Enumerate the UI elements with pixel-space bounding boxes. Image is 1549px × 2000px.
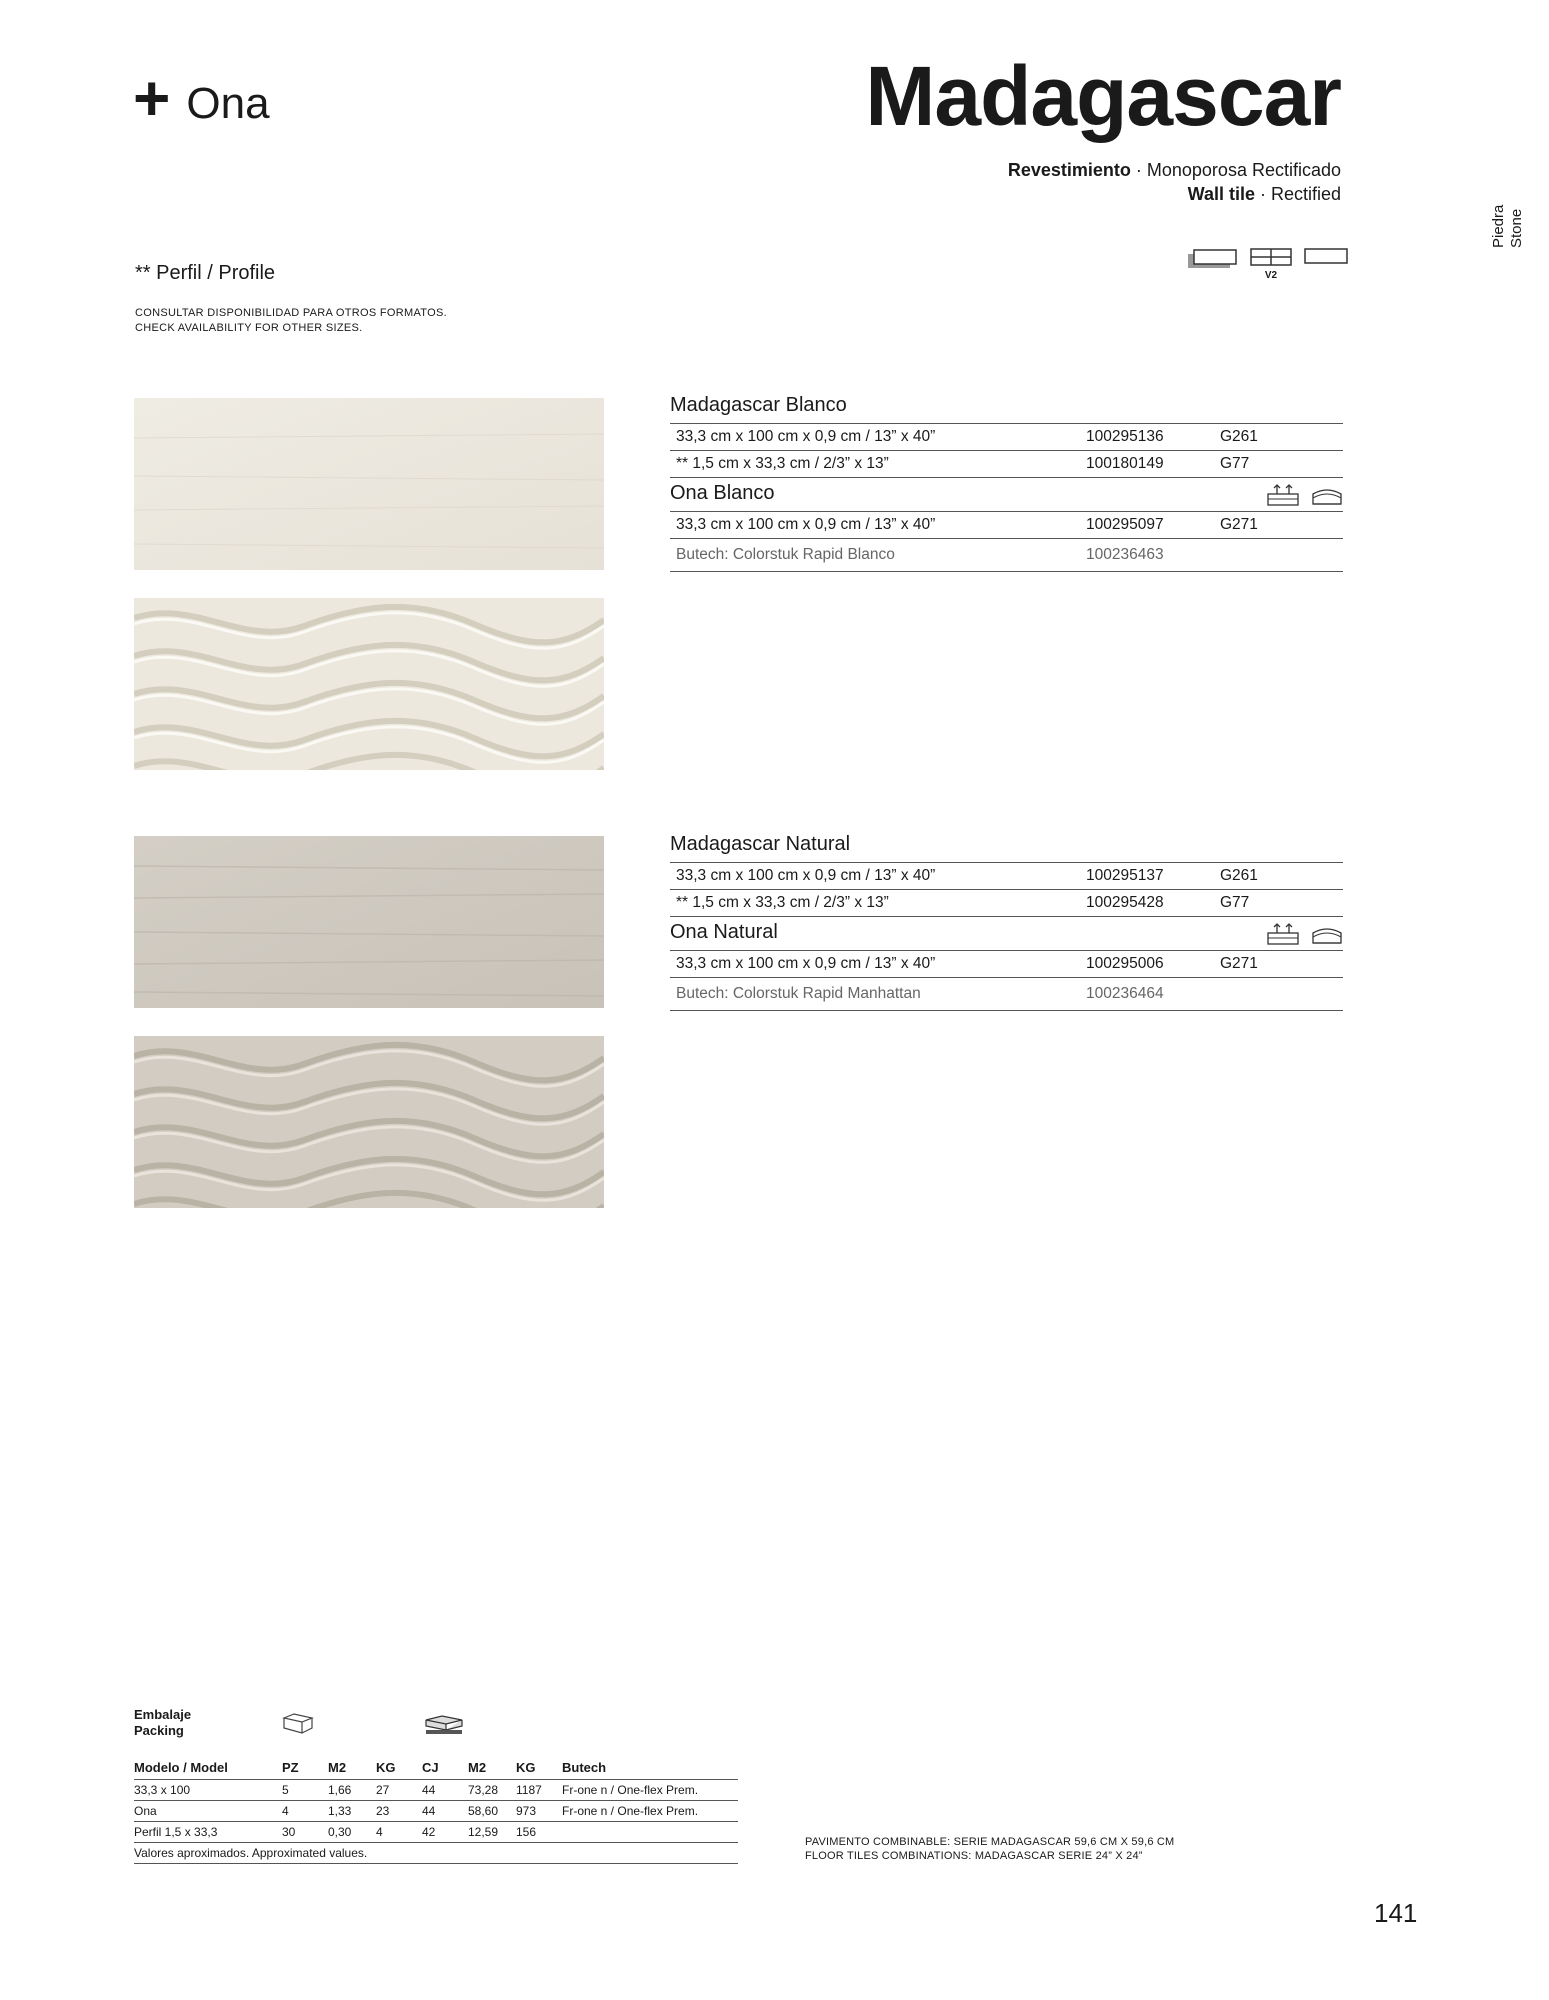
product-name: Ona Natural <box>670 921 778 943</box>
table-cell: 1187 <box>516 1783 542 1797</box>
spec-madagascar-blanco <box>670 394 1343 572</box>
table-row <box>134 1822 738 1843</box>
butech-row <box>670 539 1343 572</box>
product-name: Ona Blanco <box>670 482 775 504</box>
group-cell: G271 <box>1220 516 1258 533</box>
floor-combination-note <box>805 1835 1174 1863</box>
group-cell: G261 <box>1220 428 1258 445</box>
category-side-tab <box>1490 190 1530 250</box>
subtitle-detail-es: · Monoporosa Rectificado <box>1130 160 1341 180</box>
size-cell: 33,3 cm x 100 cm x 0,9 cm / 13” x 40” <box>676 955 936 972</box>
table-cell: 156 <box>516 1825 537 1839</box>
curved-surface-icon <box>1311 484 1343 506</box>
table-footnote <box>134 1843 738 1864</box>
butech-label: Butech: Colorstuk Rapid Blanco <box>676 546 895 563</box>
group-cell: G261 <box>1220 867 1258 884</box>
pallet-icon <box>422 1712 466 1736</box>
table-cell: 23 <box>376 1804 390 1818</box>
usage-icons <box>1267 923 1343 945</box>
table-row <box>670 424 1343 451</box>
table-cell: 1,66 <box>328 1783 352 1797</box>
subtitle-type-en: Wall tile <box>1187 184 1255 204</box>
group-cell: G77 <box>1220 894 1250 911</box>
subtitle-type-es: Revestimiento <box>1007 160 1131 180</box>
series-name: Ona <box>186 79 270 128</box>
column-header: PZ <box>282 1759 299 1775</box>
table-row <box>670 512 1343 539</box>
butech-label: Butech: Colorstuk Rapid Manhattan <box>676 985 921 1002</box>
curved-surface-icon <box>1311 923 1343 945</box>
table-cell: 1,33 <box>328 1804 352 1818</box>
size-cell: 33,3 cm x 100 cm x 0,9 cm / 13” x 40” <box>676 867 936 884</box>
plus-icon: + <box>133 62 171 134</box>
column-header: KG <box>516 1759 536 1775</box>
group-cell: G77 <box>1220 455 1250 472</box>
table-cell: 973 <box>516 1804 537 1818</box>
table-cell: 4 <box>282 1804 289 1818</box>
table-cell: 4 <box>376 1825 383 1839</box>
table-cell: Fr-one n / One-flex Prem. <box>562 1804 699 1818</box>
table-cell: 44 <box>422 1783 436 1797</box>
madagascar-blanco-image <box>134 398 604 570</box>
subtitle-detail-en: · Rectified <box>1254 184 1341 204</box>
column-header: M2 <box>468 1759 487 1775</box>
table-row <box>670 890 1343 917</box>
table-row <box>670 863 1343 890</box>
group-cell: G271 <box>1220 955 1258 972</box>
size-cell: ** 1,5 cm x 33,3 cm / 2/3” x 13” <box>676 455 889 472</box>
column-header: CJ <box>422 1759 439 1775</box>
code-cell: 100295006 <box>1086 955 1164 972</box>
table-row <box>134 1780 738 1801</box>
combination-en: FLOOR TILES COMBINATIONS: MADAGASCAR SERIE 24” X 24” <box>805 1850 1143 1862</box>
profile-note: ** Perfil / Profile <box>135 262 276 284</box>
table-cell: 33,3 x 100 <box>134 1783 191 1797</box>
page-title: Madagascar <box>865 49 1341 143</box>
table-row <box>670 451 1343 478</box>
table-row <box>134 1801 738 1822</box>
wall-tile-format-icon <box>1304 248 1348 266</box>
format-icons <box>1186 248 1348 281</box>
table-cell: Perfil 1,5 x 33,3 <box>134 1825 218 1839</box>
product-subtitle <box>1008 158 1341 206</box>
table-cell: 42 <box>422 1825 436 1839</box>
category-label-es: Piedra <box>1490 204 1507 248</box>
v2-icon-wrap <box>1250 248 1292 281</box>
product-header <box>670 482 1343 512</box>
column-header: KG <box>376 1759 396 1775</box>
table-cell: Fr-one n / One-flex Prem. <box>562 1783 699 1797</box>
v2-shade-icon <box>1250 248 1292 266</box>
packing-title <box>134 1707 191 1739</box>
butech-code: 100236464 <box>1086 985 1164 1002</box>
product-name: Madagascar Blanco <box>670 394 1343 424</box>
v2-label: V2 <box>1264 270 1278 281</box>
table-cell: 58,60 <box>468 1804 499 1818</box>
packing-table <box>134 1755 738 1864</box>
column-header: M2 <box>328 1759 347 1775</box>
page-number: 141 <box>1374 1898 1418 1928</box>
table-row <box>670 951 1343 978</box>
table-cell: 73,28 <box>468 1783 499 1797</box>
availability-en: CHECK AVAILABILITY FOR OTHER SIZES. <box>135 322 363 334</box>
size-cell: ** 1,5 cm x 33,3 cm / 2/3” x 13” <box>676 894 889 911</box>
code-cell: 100295428 <box>1086 894 1164 911</box>
product-name: Madagascar Natural <box>670 833 1343 863</box>
product-header <box>670 921 1343 951</box>
combination-es: PAVIMENTO COMBINABLE: SERIE MADAGASCAR 59,6 CM X 59,6 CM <box>805 1836 1175 1848</box>
table-cell: 44 <box>422 1804 436 1818</box>
table-cell: 27 <box>376 1783 390 1797</box>
availability-es: CONSULTAR DISPONIBILIDAD PARA OTROS FORMATOS. <box>135 307 447 319</box>
butech-code: 100236463 <box>1086 546 1164 563</box>
category-label-en: Stone <box>1508 208 1525 248</box>
ona-natural-image <box>134 1036 604 1208</box>
butech-row <box>670 978 1343 1011</box>
column-header: Butech <box>562 1759 607 1775</box>
size-cell: 33,3 cm x 100 cm x 0,9 cm / 13” x 40” <box>676 516 936 533</box>
approx-values-note: Valores aproximados. Approximated values. <box>134 1846 368 1860</box>
table-cell: Ona <box>134 1804 157 1818</box>
rectified-tile-icon <box>1186 248 1238 272</box>
code-cell: 100295137 <box>1086 867 1164 884</box>
code-cell: 100295097 <box>1086 516 1164 533</box>
wall-install-icon <box>1267 484 1299 506</box>
table-cell: 30 <box>282 1825 296 1839</box>
series-brand <box>133 62 270 134</box>
wall-install-icon <box>1267 923 1299 945</box>
code-cell: 100295136 <box>1086 428 1164 445</box>
packing-title-en: Packing <box>134 1723 184 1738</box>
code-cell: 100180149 <box>1086 455 1164 472</box>
spec-madagascar-natural <box>670 833 1343 1011</box>
size-cell: 33,3 cm x 100 cm x 0,9 cm / 13” x 40” <box>676 428 936 445</box>
table-header-row <box>134 1755 738 1780</box>
madagascar-natural-image <box>134 836 604 1008</box>
usage-icons <box>1267 484 1343 506</box>
ona-blanco-image <box>134 598 604 770</box>
availability-note <box>135 306 447 336</box>
table-cell: 12,59 <box>468 1825 499 1839</box>
box-icon <box>282 1712 314 1734</box>
packing-title-es: Embalaje <box>134 1707 192 1722</box>
column-header: Modelo / Model <box>134 1759 228 1775</box>
table-cell: 5 <box>282 1783 289 1797</box>
table-cell: 0,30 <box>328 1825 352 1839</box>
